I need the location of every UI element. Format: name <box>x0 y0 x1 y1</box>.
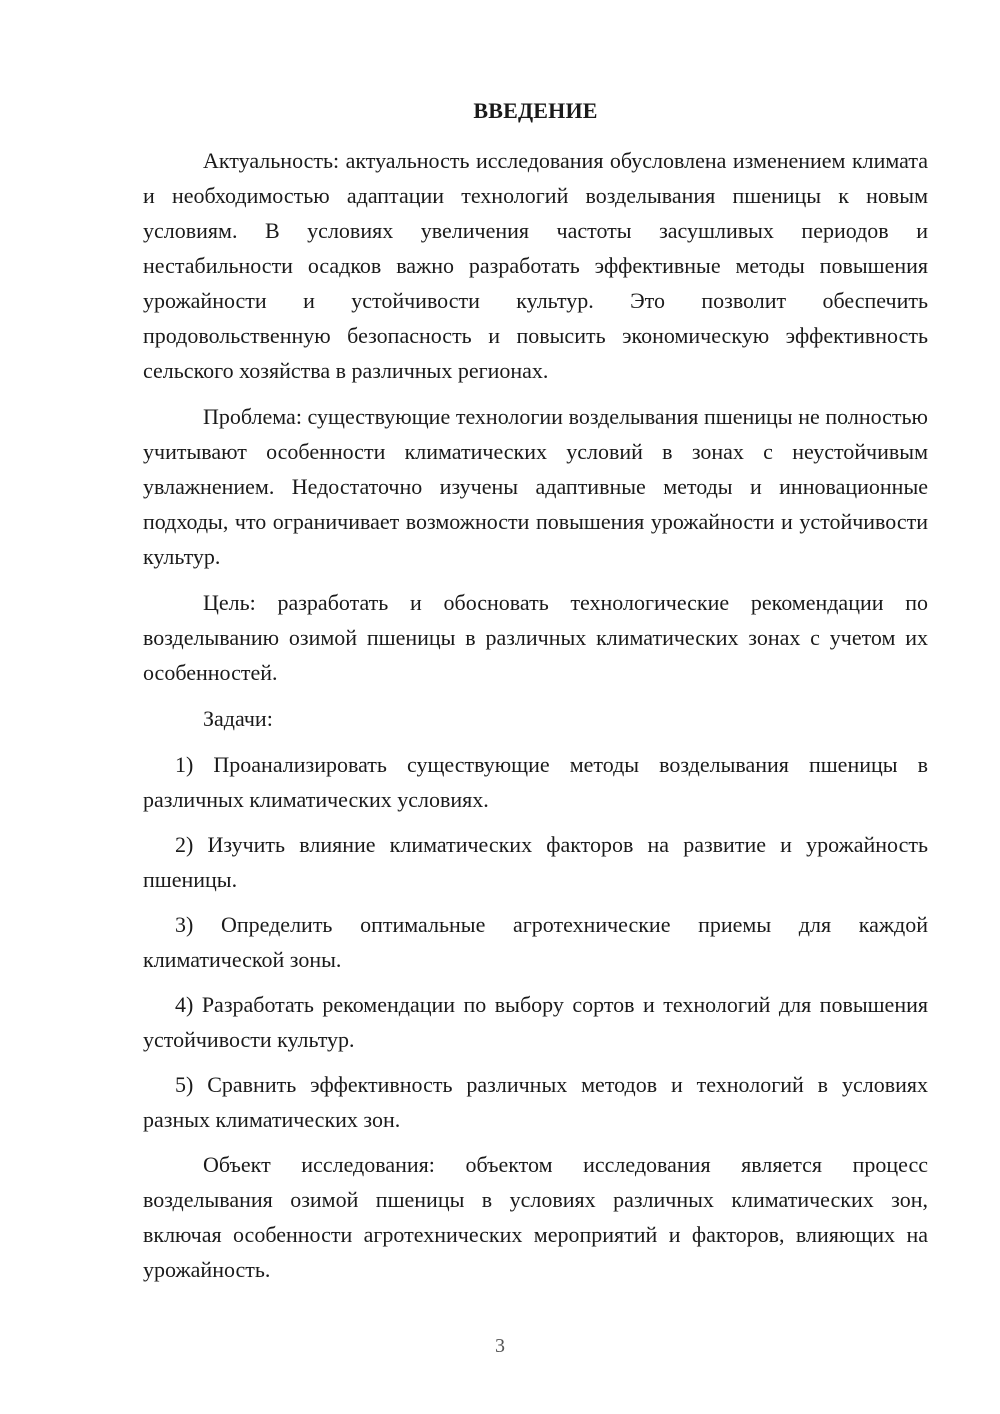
task-item-3: 3) Определить оптимальные агротехнические приемы для каждой климатической зоны. <box>143 912 928 972</box>
tasks-heading: Задачи: <box>203 706 273 731</box>
paragraph-goal: Цель: разработать и обосновать технологические рекомендации по возделыванию озимой пшеницы в различных климатических зонах с учетом их особенностей. <box>143 590 928 685</box>
paragraph-object: Объект исследования: объектом исследования является процесс возделывания озимой пшеницы в условиях различных климатических зон, включая особенности агротехнических мероприятий и факторов, влияющих на урожайность. <box>143 1152 928 1282</box>
task-item-5: 5) Сравнить эффективность различных методов и технологий в условиях разных климатических зон. <box>143 1072 928 1132</box>
page-number: 3 <box>495 1335 505 1357</box>
task-item-1: 1) Проанализировать существующие методы возделывания пшеницы в различных климатических условиях. <box>143 752 928 812</box>
document-page <box>143 96 928 1298</box>
task-item-4: 4) Разработать рекомендации по выбору сортов и технологий для повышения устойчивости культур. <box>143 992 928 1052</box>
paragraph-problem: Проблема: существующие технологии возделывания пшеницы не полностью учитывают особенности климатических условий в зонах с неустойчивым увлажнением. Недостаточно изучены адаптивные методы и инновационные подходы, что ограничивает возможности повышения урожайности и устойчивости культур. <box>143 404 928 569</box>
section-title: ВВЕДЕНИЕ <box>473 98 598 123</box>
task-item-2: 2) Изучить влияние климатических факторов на развитие и урожайность пшеницы. <box>143 832 928 892</box>
paragraph-relevance: Актуальность: актуальность исследования обусловлена изменением климата и необходимостью адаптации технологий возделывания пшеницы к новым условиям. В условиях увеличения частоты засушливых периодов и нестабильности осадков важно разработать эффективные методы повышения урожайности и устойчивости культур. Это позволит обеспечить продовольственную безопасность и повысить экономическую эффективность сельского хозяйства в различных регионах. <box>143 148 928 383</box>
